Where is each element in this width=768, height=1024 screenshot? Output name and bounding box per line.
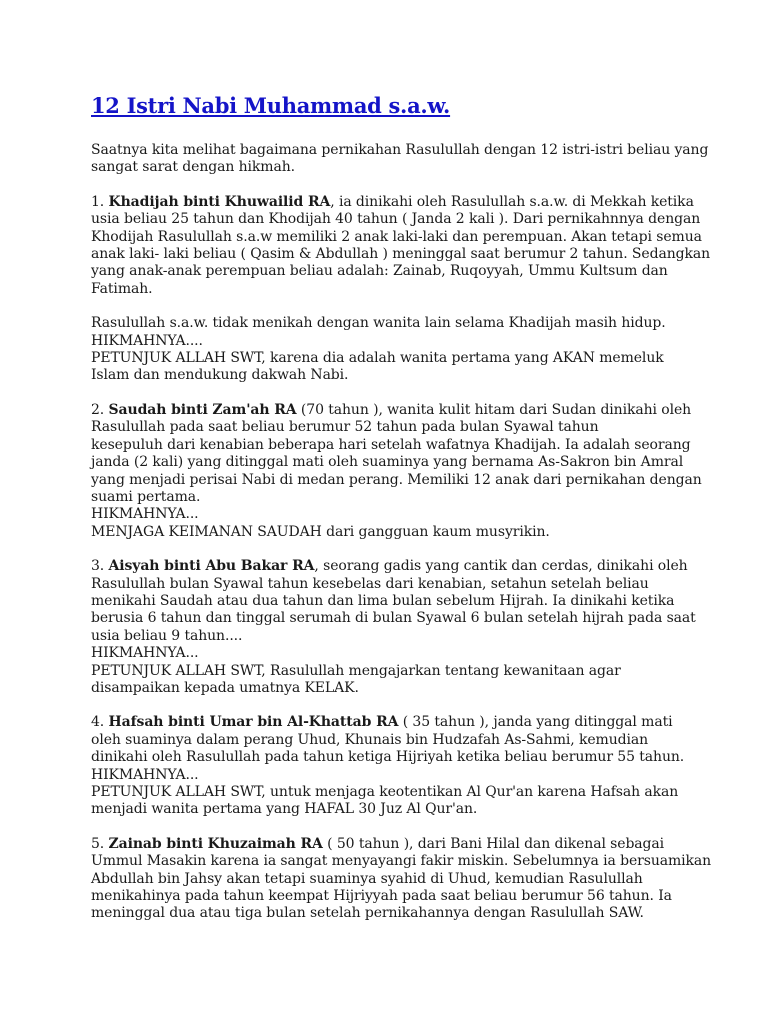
text-line: HIKMAHNYA.... — [91, 332, 203, 349]
text-line: sangat sarat dengan hikmah. — [91, 159, 295, 176]
text-line: Fatimah. — [91, 280, 153, 297]
text-line: Abdullah bin Jahsy akan tetapi suaminya syahid di Uhud, kemudian Rasulullah — [91, 870, 643, 887]
text-line: janda (2 kali) yang ditinggal mati oleh suaminya yang bernama As-Sakron bin Amral — [91, 454, 684, 471]
text-line: anak laki- laki beliau ( Qasim & Abdullah ) meninggal saat berumur 2 tahun. Sedangkan — [91, 246, 711, 263]
text-line: HIKMAHNYA... — [91, 645, 199, 662]
text-line — [91, 402, 691, 419]
entry-number: 1. — [91, 193, 109, 210]
text-line: PETUNJUK ALLAH SWT, untuk menjaga keotentikan Al Qur'an karena Hafsah akan — [91, 784, 679, 800]
wife-name: Zainab binti Khuzaimah RA — [108, 835, 323, 852]
text-line: oleh suaminya dalam perang Uhud, Khunais bin Hudzafah As-Sahmi, kemudian — [91, 731, 649, 748]
text-line: Islam dan mendukung dakwah Nabi. — [91, 367, 349, 384]
text-line: Ummul Masakin karena ia sangat menyayangi fakir miskin. Sebelumnya ia bersuamikan — [91, 853, 712, 870]
wife-entry-zainab-khuzaimah — [91, 835, 712, 923]
text-line: dinikahi oleh Rasulullah pada tahun ketiga Hijriyah ketika beliau berumur 55 tahun. — [91, 749, 685, 766]
text-line — [91, 836, 691, 853]
text-line: yang menjadi perisai Nabi di medan perang. Memiliki 12 anak dari pernikahan dengan — [91, 471, 702, 488]
text-line: MENJAGA KEIMANAN SAUDAH dari gangguan kaum musyrikin. — [91, 523, 550, 540]
text-line: disampaikan kepada umatnya KELAK. — [91, 679, 359, 696]
wife-entry-hafsah — [91, 714, 691, 818]
text-run: , ia dinikahi oleh Rasulullah s.a.w. di Mekkah ketika — [330, 193, 694, 210]
page-title: 12 Istri Nabi Muhammad s.a.w. — [91, 93, 451, 118]
text-run: ( 35 tahun ), janda yang ditinggal mati — [398, 714, 673, 731]
khadijah-hikmah-paragraph — [91, 315, 691, 385]
text-line: usia beliau 25 tahun dan Khodijah 40 tahun ( Janda 2 kali ). Dari pernikahnnya dengan — [91, 211, 701, 228]
text-line: menikahi Saudah atau dua tahun dan lima bulan sebelum Hijrah. Ia dinikahi ketika — [91, 592, 675, 609]
text-line: berusia 6 tahun dan tinggal serumah di bulan Syawal 6 bulan setelah hijrah pada saat — [91, 610, 696, 627]
text-line: HIKMAHNYA... — [91, 506, 199, 523]
entry-number: 3. — [91, 558, 109, 575]
wife-name: Saudah binti Zam'ah RA — [108, 401, 297, 418]
wife-name: Hafsah binti Umar bin Al-Khattab RA — [108, 714, 399, 731]
entry-number: 4. — [91, 714, 109, 731]
document-page — [91, 92, 712, 923]
text-line: yang anak-anak perempuan beliau adalah: Zainab, Ruqoyyah, Ummu Kultsum dan — [91, 263, 668, 280]
text-line: Rasulullah pada saat beliau berumur 52 tahun pada bulan Syawal tahun — [91, 419, 599, 436]
text-line: menjadi wanita pertama yang HAFAL 30 Juz Al Qur'an. — [91, 801, 478, 818]
intro-paragraph — [91, 142, 709, 177]
wife-entry-khadijah — [91, 193, 711, 298]
entry-number: 2. — [91, 401, 109, 418]
text-line: HIKMAHNYA... — [91, 766, 199, 783]
text-line: PETUNJUK ALLAH SWT, Rasulullah mengajarkan tentang kewanitaan agar — [91, 662, 621, 679]
wife-entry-saudah — [91, 401, 702, 541]
text-line: Rasulullah bulan Syawal tahun kesebelas dari kenabian, setahun setelah beliau — [91, 575, 649, 592]
text-line: suami pertama. — [91, 488, 201, 505]
entry-number: 5. — [91, 835, 109, 852]
text-line: usia beliau 9 tahun.... — [91, 627, 243, 644]
text-run: , seorang gadis yang cantik dan cerdas, dinikahi oleh — [314, 558, 688, 575]
text-run: (70 tahun ), wanita kulit hitam dari Sudan dinikahi oleh — [296, 401, 692, 418]
text-line: kesepuluh dari kenabian beberapa hari setelah wafatnya Khadijah. Ia adalah seorang — [91, 436, 691, 453]
text-run: ( 50 tahun ), dari Bani Hilal dan dikenal sebagai — [322, 835, 665, 852]
text-line: PETUNJUK ALLAH SWT, karena dia adalah wanita pertama yang AKAN memeluk — [91, 350, 664, 367]
wife-name: Khadijah binti Khuwailid RA — [108, 193, 331, 210]
text-line: Rasulullah s.a.w. tidak menikah dengan wanita lain selama Khadijah masih hidup. — [91, 315, 666, 332]
text-line — [91, 193, 694, 211]
wife-entry-aisyah — [91, 558, 696, 697]
text-line: menikahinya pada tahun keempat Hijriyyah pada saat beliau berumur 56 tahun. Ia — [91, 888, 672, 905]
text-line: Saatnya kita melihat bagaimana pernikahan Rasulullah dengan 12 istri-istri beliau yang — [91, 142, 709, 158]
text-line — [91, 558, 691, 575]
text-line: Khodijah Rasulullah s.a.w memiliki 2 anak laki-laki dan perempuan. Akan tetapi semua — [91, 228, 702, 245]
text-line — [91, 714, 691, 731]
wife-name: Aisyah binti Abu Bakar RA — [108, 558, 315, 575]
text-line: meninggal dua atau tiga bulan setelah pernikahannya dengan Rasulullah SAW. — [91, 905, 644, 922]
